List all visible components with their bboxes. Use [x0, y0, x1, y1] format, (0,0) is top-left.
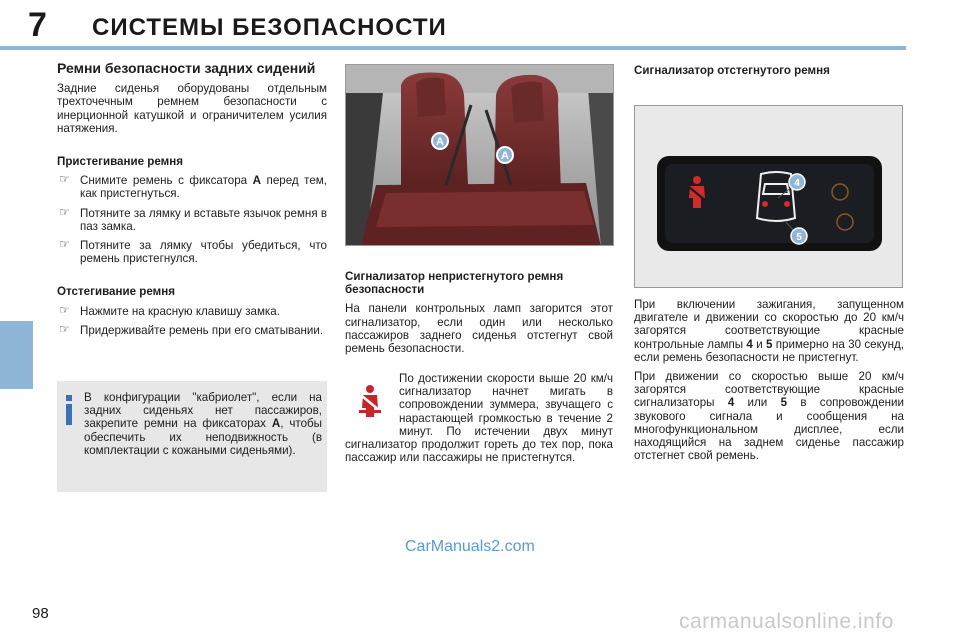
list-item: ☞ Снимите ремень с фиксатора A перед тем, как пристегнуться.: [57, 174, 327, 200]
list-item: ☞ Нажмите на красную клавишу замка.: [57, 305, 327, 318]
watermark-bottom: carmanualsonline.info: [679, 610, 894, 633]
unfasten-steps: [57, 305, 327, 337]
info-box: [57, 381, 327, 492]
rear-belts-section: [57, 62, 327, 343]
list-item: ☞ Придерживайте ремень при его сматывании.: [57, 324, 327, 337]
fasten-steps: [57, 174, 327, 265]
instrument-panel-illustration: [635, 106, 903, 288]
callout-label: A: [501, 150, 509, 162]
rear-seats-illustration: [346, 65, 614, 246]
seatbelt-indicator-heading: Сигнализатор отстегнутого ремня: [634, 64, 830, 77]
warning-paragraph: На панели контрольных ламп загорится этот сигнализатор, если один или несколько пассажиров заднего сиденья отстегнут свой ремень безопасности.: [345, 302, 613, 356]
unfasten-heading: Отстегивание ремня: [57, 285, 176, 299]
warning-heading: Сигнализатор непристегнутого ремня безопасности: [345, 270, 564, 297]
speed-warning-paragraph: По достижении скорости выше 20 км/ч сигнализатор начнет мигать в сопровождении зуммера, звучащего с нарастающей громкостью в течение 2 минут. По истечении двух минут сигнализатор продолжит гореть до тех пор, пока пассажир или пассажиры не пристегнутся.: [345, 372, 613, 465]
intro-paragraph: Задние сиденья оборудованы отдельным трехточечным ремнем безопасности с инерционной катушкой и ограничителем усилия натяжения.: [57, 82, 327, 135]
callout-label: A: [436, 136, 444, 148]
unbuckled-warning-section: [345, 270, 613, 361]
info-icon: [63, 395, 75, 425]
page-number: 98: [32, 605, 49, 622]
section-heading: Ремни безопасности задних сидений: [57, 60, 316, 76]
list-item: ☞ Потяните за лямку чтобы убедиться, что ремень пристегнулся.: [57, 239, 327, 265]
chapter-tab-marker: [0, 321, 33, 389]
seatbelt-indicator-section: [634, 298, 904, 468]
header-divider: [0, 46, 906, 50]
callout-label: 4: [794, 178, 800, 189]
chapter-number: 7: [28, 6, 47, 44]
seatbelt-warning-icon: [352, 384, 388, 420]
instrument-panel-photo: [634, 105, 903, 288]
ignition-paragraph: При включении зажигания, запущенном двигателе и движении со скоростью до 20 км/ч загорятся соответствующие красные контрольные лампы 4 и 5 примерно на 30 секунд, если ремень безопасности не пристегнут.: [634, 298, 904, 364]
watermark-top: CarManuals2.com: [405, 538, 535, 555]
info-text: В конфигурации "кабриолет", если на задних сиденьях нет пассажиров, закрепите ремни на фиксаторах A, чтобы обеспечить их неподвижность (в комплектации с кожаными сиденьями).: [84, 391, 322, 457]
page-title: СИСТЕМЫ БЕЗОПАСНОСТИ: [92, 14, 447, 41]
driving-paragraph: При движении со скоростью выше 20 км/ч загорятся соответствующие красные сигнализаторы 4 или 5 в сопровождении звукового сигнала и сообщения на многофункциональном дисплее, если находящийся на заднем сиденье пассажир отстегнет свой ремень.: [634, 370, 904, 463]
fasten-heading: Пристегивание ремня: [57, 155, 184, 169]
callout-label: 5: [796, 232, 802, 243]
rear-seats-photo: [345, 64, 614, 246]
list-item: ☞ Потяните за лямку и вставьте язычок ремня в паз замка.: [57, 207, 327, 233]
